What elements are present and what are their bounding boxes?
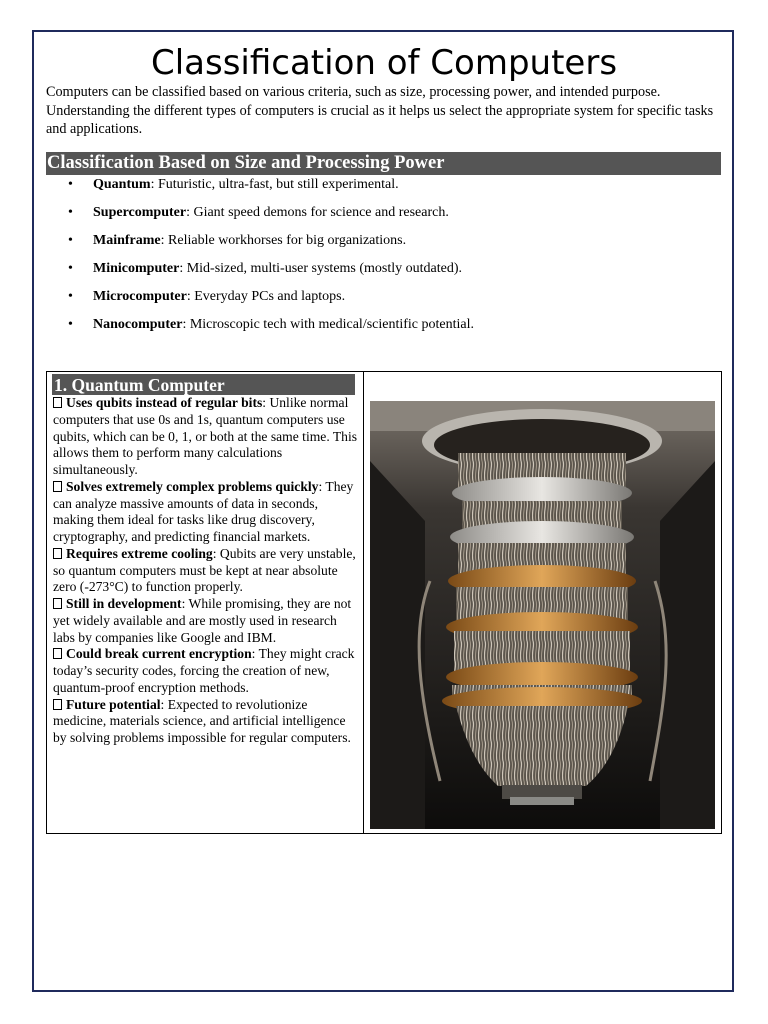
list-item-desc: : Reliable workhorses for big organizations. (160, 233, 407, 248)
quantum-computer-photo (370, 401, 715, 829)
classification-list (46, 176, 722, 344)
list-item-term: Microcomputer (93, 289, 187, 304)
quantum-heading: 1. Quantum Computer (52, 374, 355, 395)
checkbox-glyph-icon (53, 699, 62, 710)
checkbox-glyph-icon (53, 648, 62, 659)
quantum-point-term: Requires extreme cooling (66, 545, 213, 561)
checkbox-glyph-icon (53, 481, 62, 492)
list-item-desc: : Mid-sized, multi-user systems (mostly outdated). (179, 261, 463, 276)
quantum-point-desc: : Qubits are very unstable, so quantum computers must be kept at near absolute zero (-273°C) to function properly. (53, 545, 356, 595)
quantum-point (53, 395, 359, 479)
list-item-term: Mainframe (93, 233, 161, 248)
bullet-icon: • (68, 177, 73, 192)
quantum-point-desc: : While promising, they are not yet widely available and are mostly used in research labs by companies like Google and IBM. (53, 596, 352, 645)
table-divider (363, 372, 364, 833)
list-item-desc: : Giant speed demons for science and research. (186, 205, 449, 220)
list-item (46, 288, 722, 316)
quantum-table (46, 371, 722, 834)
quantum-point (53, 697, 359, 747)
quantum-point-term: Uses qubits instead of regular bits (66, 395, 263, 410)
quantum-point-desc: : They might crack today’s security codes, forcing the creation of new, quantum-proof encryption methods. (53, 646, 355, 695)
page-title: Classification of Computers (150, 43, 618, 83)
quantum-point-desc: : Expected to revolutionize medicine, materials science, and artificial intelligence by solving problems impossible for regular computers. (53, 696, 351, 745)
checkbox-glyph-icon (53, 548, 62, 559)
list-item-desc: : Microscopic tech with medical/scientific potential. (182, 317, 475, 332)
list-item-term: Minicomputer (93, 261, 180, 276)
section-heading: Classification Based on Size and Processing Power (46, 152, 721, 175)
bullet-icon: • (68, 261, 73, 276)
list-item (46, 316, 722, 344)
quantum-point-term: Still in development (66, 596, 182, 611)
intro-paragraph: Computers can be classified based on various criteria, such as size, processing power, and intended purpose. Understanding the different types of computers is crucial as it helps us select the appropriate system for specific tasks and applications. (46, 84, 714, 138)
quantum-point-term: Future potential (66, 696, 161, 712)
checkbox-glyph-icon (53, 598, 62, 609)
checkbox-glyph-icon (53, 397, 62, 408)
bullet-icon: • (68, 317, 73, 332)
list-item-term: Nanocomputer (93, 317, 183, 332)
bullet-icon: • (68, 205, 73, 220)
list-item (46, 260, 722, 288)
bullet-icon: • (68, 233, 73, 248)
quantum-point (53, 646, 359, 696)
quantum-point-term: Could break current encryption (66, 646, 252, 662)
quantum-point (53, 596, 359, 646)
quantum-point-desc: : Unlike normal computers that use 0s and 1s, quantum computers use qubits, which can be 0, 1, or both at the same time. This allows them to perform many calculations simultaneously. (53, 395, 358, 477)
list-item-desc: : Futuristic, ultra-fast, but still experimental. (150, 177, 399, 192)
list-item (46, 232, 722, 260)
quantum-points (53, 395, 359, 747)
list-item-term: Supercomputer (93, 205, 187, 220)
bullet-icon: • (68, 289, 73, 304)
list-item-desc: : Everyday PCs and laptops. (186, 289, 346, 304)
quantum-point-desc: : They can analyze massive amounts of data in seconds, making them ideal for tasks like drug discovery, cryptography, and predicting financial markets. (53, 478, 354, 544)
quantum-point (53, 479, 359, 546)
list-item (46, 176, 722, 204)
quantum-point-term: Solves extremely complex problems quickly (66, 478, 319, 494)
list-item-term: Quantum (93, 177, 151, 192)
quantum-point (53, 546, 359, 596)
list-item (46, 204, 722, 232)
